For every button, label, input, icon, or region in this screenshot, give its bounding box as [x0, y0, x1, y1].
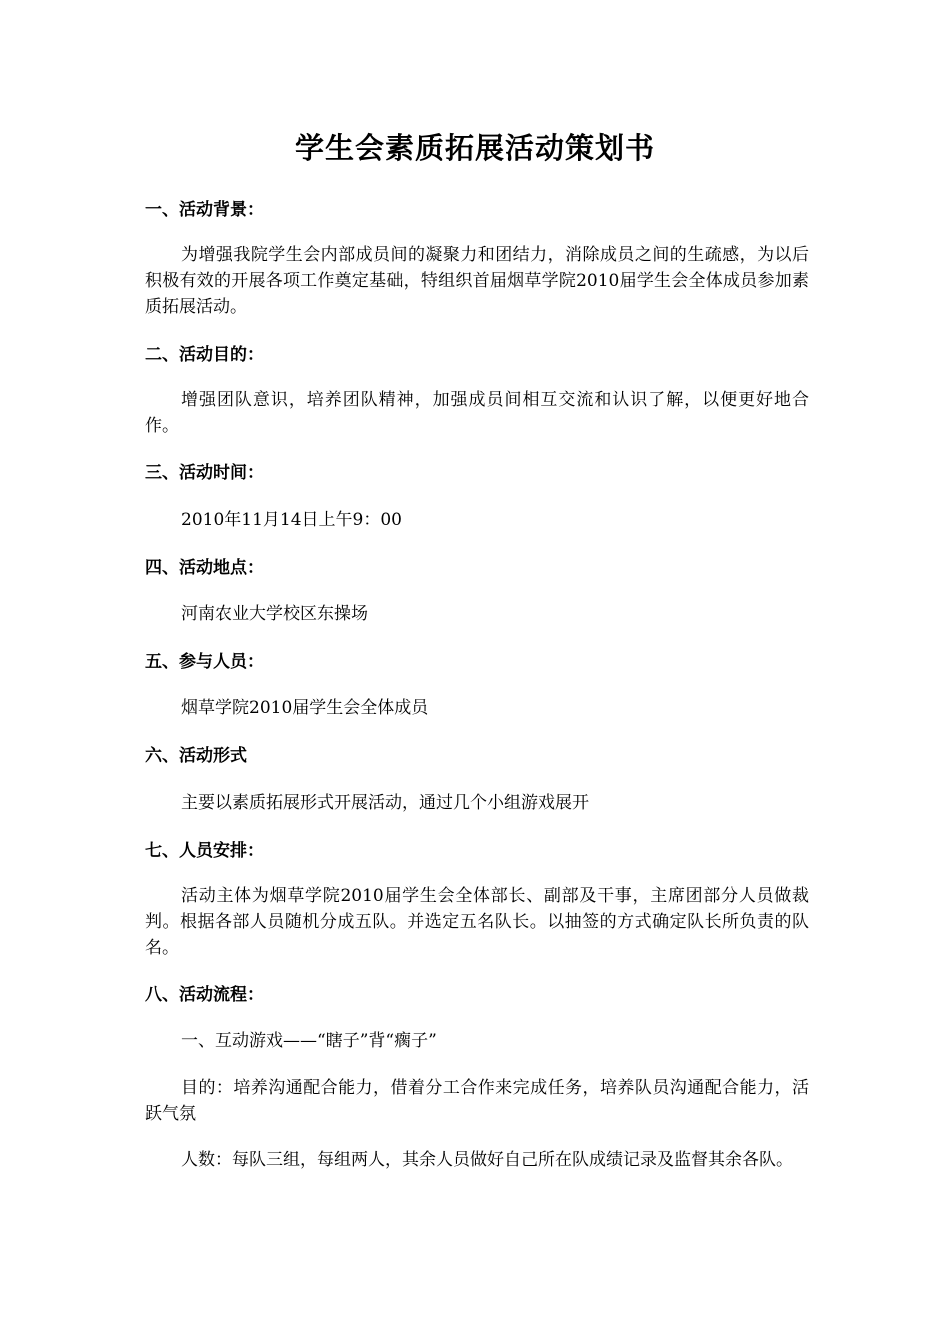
section-heading-purpose: 二、活动目的： [145, 345, 264, 365]
section-text-purpose: 增强团队意识，培养团队精神，加强成员间相互交流和认识了解，以便更好地合作。 [145, 390, 809, 436]
section-heading-location: 四、活动地点： [145, 558, 264, 578]
process-game-title: 一、互动游戏——“瞎子”背“瘸子” [181, 1031, 437, 1051]
section-heading-background: 一、活动背景： [145, 200, 264, 220]
section-text-location: 河南农业大学校区东操场 [181, 604, 368, 624]
section-heading-process: 八、活动流程： [145, 985, 264, 1005]
section-heading-format: 六、活动形式 [145, 746, 247, 766]
process-goal: 目的：培养沟通配合能力，借着分工合作来完成任务，培养队员沟通配合能力，活跃气氛 [145, 1078, 809, 1124]
section-heading-arrangement: 七、人员安排： [145, 841, 264, 861]
document-title: 学生会素质拓展活动策划书 [294, 131, 655, 165]
process-people: 人数：每队三组，每组两人，其余人员做好自己所在队成绩记录及监督其余各队。 [181, 1150, 793, 1170]
section-heading-participants: 五、参与人员： [145, 652, 264, 672]
section-heading-time: 三、活动时间： [145, 463, 264, 483]
section-text-time: 2010年11月14日上午9：00 [181, 510, 402, 530]
section-text-arrangement: 活动主体为烟草学院2010届学生会全体部长、副部及干事，主席团部分人员做裁判。根据各部人员随机分成五队。并选定五名队长。以抽签的方式确定队长所负责的队名。 [145, 886, 809, 958]
section-text-background: 为增强我院学生会内部成员间的凝聚力和团结力，消除成员之间的生疏感，为以后积极有效的开展各项工作奠定基础，特组织首届烟草学院2010届学生会全体成员参加素质拓展活动。 [145, 245, 809, 317]
section-text-format: 主要以素质拓展形式开展活动，通过几个小组游戏展开 [181, 793, 589, 813]
section-text-participants: 烟草学院2010届学生会全体成员 [181, 698, 429, 718]
